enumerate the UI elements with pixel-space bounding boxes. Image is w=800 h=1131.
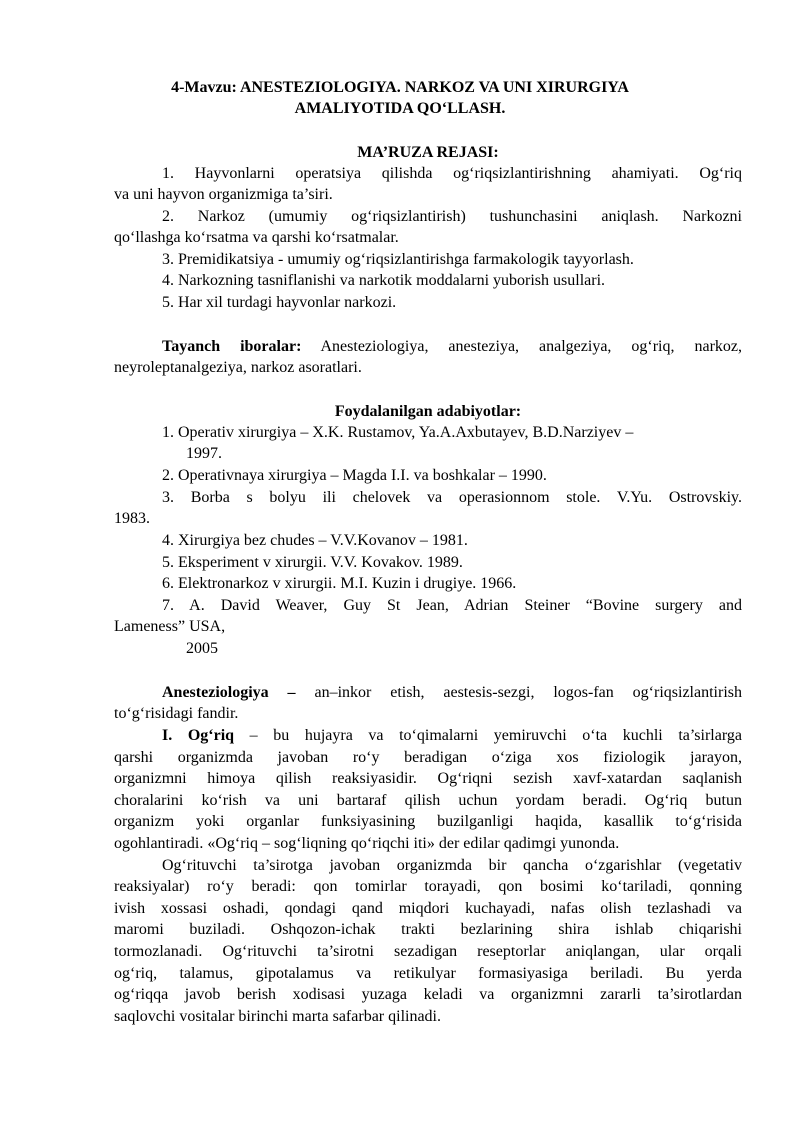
plan-item-5: 5. Har xil turdagi hayvonlar narkozi. — [162, 294, 397, 311]
literature-item-7-cont: Lameness” USA, — [114, 618, 226, 635]
ogriq-line-3: organizmni himoya qilish reaksiyasidir. Og‘riqni sezish xavf-xatardan saqlanish — [114, 770, 742, 787]
title-line-1: 4-Mavzu: ANESTEZIOLOGIYA. NARKOZ VA UNI XIRURGIYA — [171, 79, 629, 96]
keywords-line-2: neyroleptanalgeziya, narkoz asoratlari. — [114, 359, 362, 376]
literature-heading: Foydalanilgan adabiyotlar: — [334, 403, 522, 420]
para2-line-4: maromi buziladi. Oshqozon-ichak trakti bezlarining shira ishlab chiqarishi — [114, 921, 742, 938]
anest-text: an–inkor etish, aestesis-sezgi, logos-fan og‘riqsizlantirish — [295, 684, 742, 701]
ogriq-line-1 — [162, 728, 742, 744]
para2-line-8: saqlovchi vositalar birinchi marta safarbar qilinadi. — [114, 1008, 441, 1025]
plan-item-1: 1. Hayvonlarni operatsiya qilishda og‘riqsizlantirishning ahamiyati. Og‘riq — [162, 165, 742, 182]
literature-item-5: 5. Eksperiment v xirurgii. V.V. Kovakov. 1989. — [162, 554, 463, 571]
para2-line-2: reaksiyalar) ro‘y beradi: qon tomirlar torayadi, qon bosimi ko‘tariladi, qonning — [114, 878, 742, 895]
plan-item-3: 3. Premidikatsiya - umumiy og‘riqsizlantirishga farmakologik tayyorlash. — [162, 251, 634, 268]
ogriq-text: – bu hujayra va to‘qimalarni yemiruvchi o‘ta kuchli ta’sirlarga — [234, 727, 742, 744]
keywords-label: Tayanch iboralar: — [162, 338, 302, 355]
plan-item-2: 2. Narkoz (umumiy og‘riqsizlantirish) tushunchasini aniqlash. Narkozni — [162, 208, 742, 225]
ogriq-line-5: organizm yoki organlar funksiyasining buzilganligi haqida, kasallik to‘g‘risida — [114, 813, 742, 830]
anest-label: Anesteziologiya – — [162, 684, 296, 701]
ogriq-line-4: choralarini ko‘rish va uni bartaraf qilish uchun yordam beradi. Og‘riq butun — [114, 792, 742, 809]
literature-item-7-year: 2005 — [186, 640, 218, 657]
title-line-2: AMALIYOTIDA QO‘LLASH. — [294, 100, 506, 117]
literature-item-4: 4. Xirurgiya bez chudes – V.V.Kovanov – 1981. — [162, 532, 468, 549]
ogriq-label: I. Og‘riq — [162, 727, 235, 744]
plan-heading: MA’RUZA REJASI: — [357, 144, 499, 161]
anest-line-2: to‘g‘risidagi fandir. — [114, 705, 239, 722]
para2-line-5: tormozlanadi. Og‘rituvchi ta’sirotni sezadigan reseptorlar aniqlangan, ular orqali — [114, 943, 742, 960]
para2-line-1: Og‘rituvchi ta’sirotga javoban organizmda bir qancha o‘zgarishlar (vegetativ — [162, 857, 742, 874]
keywords-line-1 — [162, 339, 742, 355]
literature-item-1-cont: 1997. — [186, 445, 222, 462]
ogriq-line-6: ogohlantiradi. «Og‘riq – sog‘liqning qo‘riqchi iti» der edilar qadimgi yunonda. — [114, 835, 620, 852]
literature-item-3: 3. Borba s bolyu ili chelovek va operasionnom stole. V.Yu. Ostrovskiy. — [162, 489, 742, 506]
literature-item-3-cont: 1983. — [114, 510, 150, 527]
anest-line-1 — [162, 685, 742, 701]
para2-line-3: ivish xossasi oshadi, qondagi qand miqdori kuchayadi, nafas olish tezlashadi va — [114, 900, 742, 917]
para2-line-6: og‘riq, talamus, gipotalamus va retikulyar formasiyasiga beriladi. Bu yerda — [114, 965, 742, 982]
ogriq-line-2: qarshi organizmda javoban ro‘y beradigan o‘ziga xos fiziologik jarayon, — [114, 749, 742, 766]
plan-item-1-cont: va uni hayvon organizmiga ta’siri. — [114, 186, 333, 203]
literature-item-7: 7. A. David Weaver, Guy St Jean, Adrian Steiner “Bovine surgery and — [162, 597, 742, 614]
keywords-text: Anesteziologiya, anesteziya, analgeziya, og‘riq, narkoz, — [301, 338, 743, 355]
literature-item-2: 2. Operativnaya xirurgiya – Magda I.I. va boshkalar – 1990. — [162, 467, 547, 484]
plan-item-2-cont: qo‘llashga ko‘rsatma va qarshi ko‘rsatmalar. — [114, 229, 399, 246]
literature-item-1: 1. Operativ xirurgiya – X.K. Rustamov, Ya.A.Axbutayev, B.D.Narziyev – — [162, 424, 634, 441]
literature-item-6: 6. Elektronarkoz v xirurgii. M.I. Kuzin i drugiye. 1966. — [162, 575, 517, 592]
plan-item-4: 4. Narkozning tasniflanishi va narkotik moddalarni yuborish usullari. — [162, 272, 606, 289]
para2-line-7: og‘riqqa javob berish xodisasi yuzaga keladi va organizmni zararli ta’sirotlardan — [114, 986, 742, 1003]
